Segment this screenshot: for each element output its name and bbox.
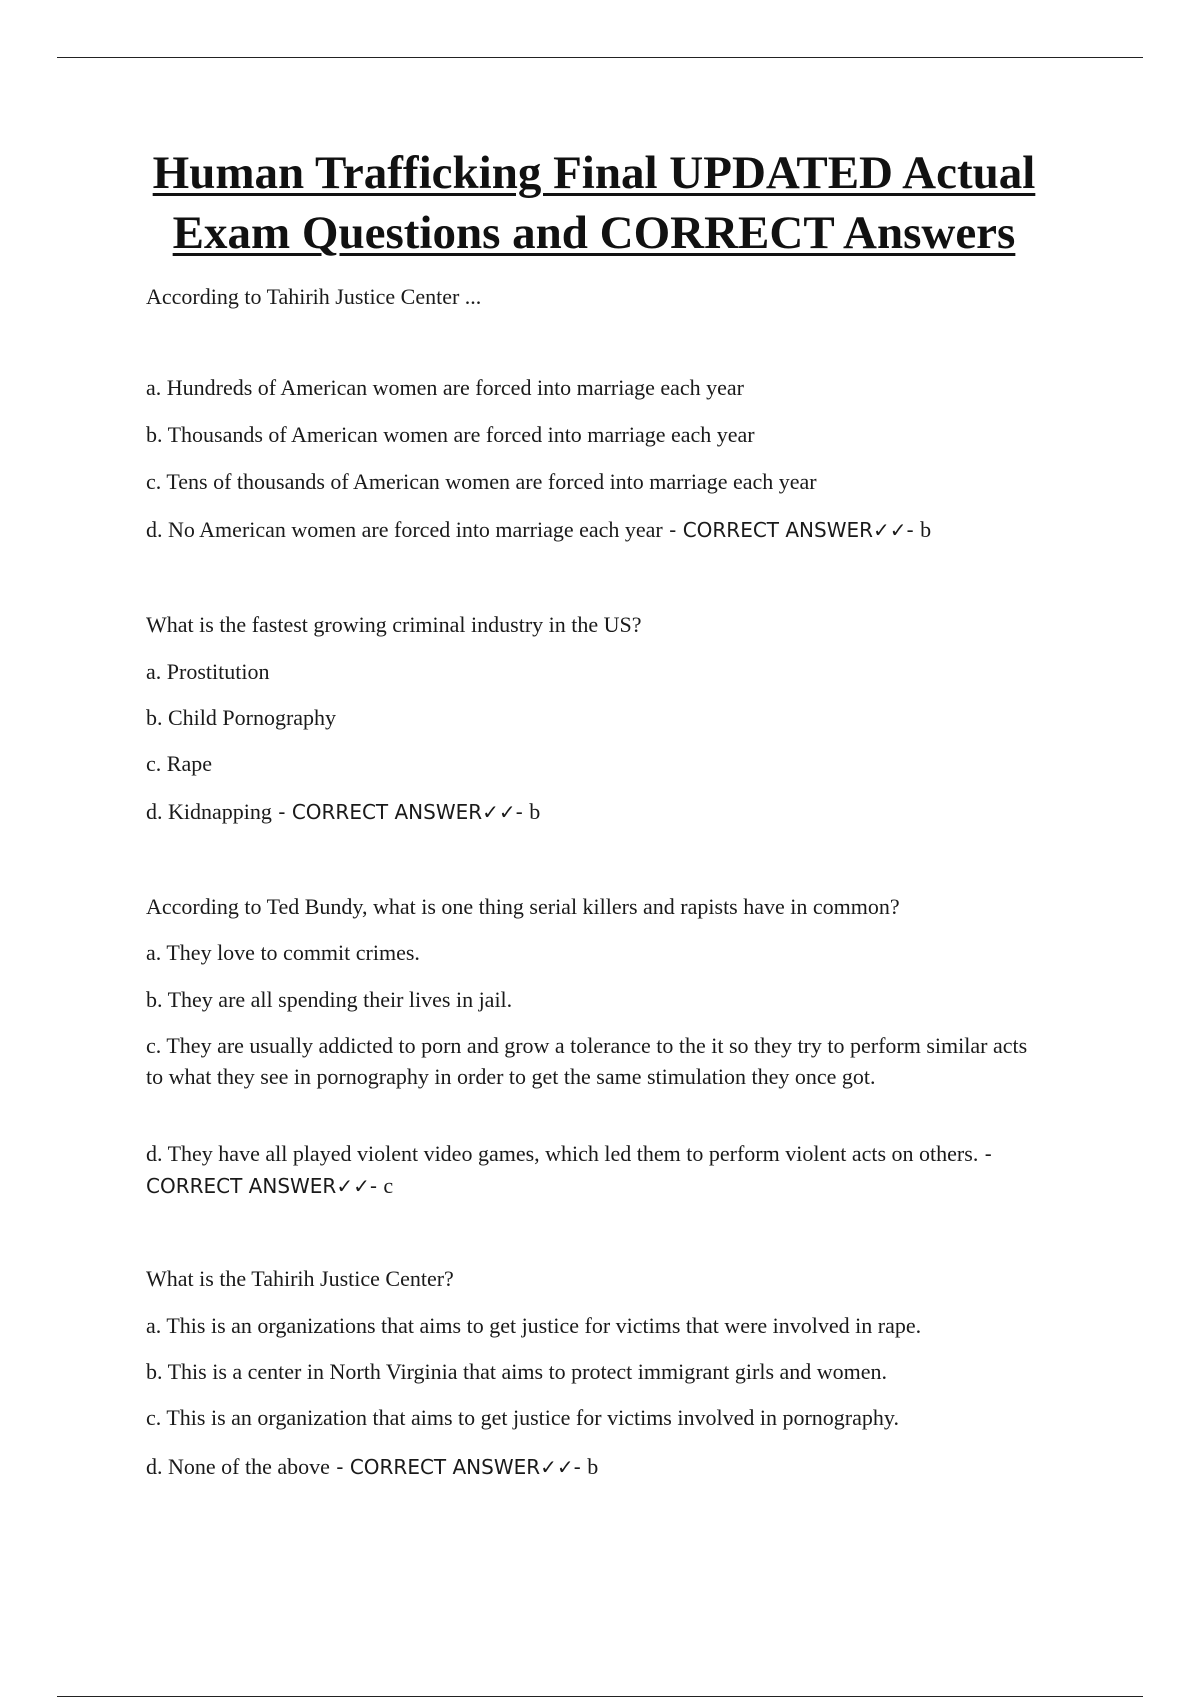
question-2-option-b: b. Child Pornography — [146, 705, 337, 730]
question-1-option-a: a. Hundreds of American women are forced into marriage each year — [146, 375, 744, 400]
question-1-option-b: b. Thousands of American women are forced into marriage each year — [146, 422, 755, 447]
question-2-option-c: c. Rape — [146, 751, 212, 776]
question-3-option-c: c. They are usually addicted to porn and grow a tolerance to the it so they try to perform similar acts to what they see in pornography in order to get the same stimulation they once got. — [146, 1033, 1028, 1089]
question-3-prompt: According to Ted Bundy, what is one thing serial killers and rapists have in common? — [146, 894, 900, 919]
correct-answer-marker: - CORRECT ANSWER✓✓- — [662, 518, 921, 542]
question-3-option-d-line — [146, 1138, 1042, 1202]
question-4-prompt: What is the Tahirih Justice Center? — [146, 1266, 454, 1291]
header-rule — [57, 57, 1143, 58]
question-4-option-d-line — [146, 1451, 1042, 1483]
correct-answer-marker: - CORRECT ANSWER✓✓- — [271, 800, 530, 824]
footer-rule — [57, 1696, 1143, 1697]
question-3-option-d: d. They have all played violent video games, which led them to perform violent acts on others. — [146, 1141, 979, 1166]
question-1-answer: b — [920, 517, 932, 542]
question-3-option-a: a. They love to commit crimes. — [146, 940, 420, 965]
document-title: Human Trafficking Final UPDATED Actual Exam Questions and CORRECT Answers — [152, 147, 1036, 259]
question-3-answer: c — [383, 1173, 394, 1198]
correct-answer-marker: - CORRECT ANSWER✓✓- — [329, 1455, 588, 1479]
question-1-option-d-line — [146, 514, 1042, 546]
question-2-option-d: d. Kidnapping — [146, 799, 272, 824]
question-3-option-b: b. They are all spending their lives in jail. — [146, 987, 513, 1012]
question-2-prompt: What is the fastest growing criminal industry in the US? — [146, 612, 642, 637]
question-1-prompt: According to Tahirih Justice Center ... — [146, 284, 482, 309]
question-2-answer: b — [529, 799, 541, 824]
correct-answer-marker: - CORRECT ANSWER✓✓- — [146, 1142, 992, 1198]
question-2-option-d-line — [146, 796, 1042, 828]
question-4-option-c: c. This is an organization that aims to get justice for victims involved in pornography. — [146, 1405, 899, 1430]
question-4-option-a: a. This is an organizations that aims to get justice for victims that were involved in rape. — [146, 1313, 922, 1338]
question-4-answer: b — [587, 1454, 599, 1479]
question-4-option-d: d. None of the above — [146, 1454, 330, 1479]
question-1-option-d: d. No American women are forced into marriage each year — [146, 517, 663, 542]
question-2-option-a: a. Prostitution — [146, 659, 270, 684]
question-1-option-c: c. Tens of thousands of American women are forced into marriage each year — [146, 469, 817, 494]
question-4-option-b: b. This is a center in North Virginia that aims to protect immigrant girls and women. — [146, 1359, 888, 1384]
